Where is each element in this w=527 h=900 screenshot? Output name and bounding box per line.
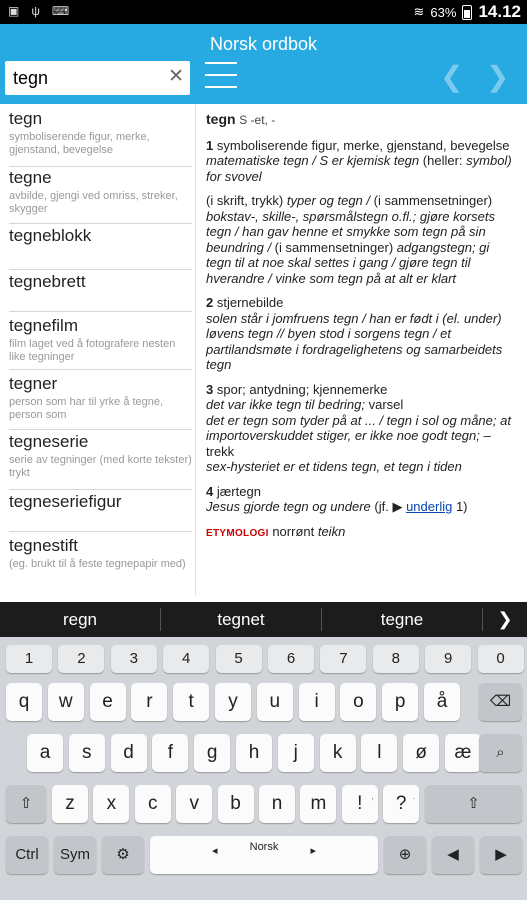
close-icon[interactable]: ✕ <box>168 66 184 87</box>
sense-1 <box>206 138 518 185</box>
key-label: f <box>167 742 174 763</box>
key-y[interactable] <box>215 683 251 721</box>
chevron-right-icon[interactable]: ❯ <box>486 61 510 92</box>
list-item-word: tegneblokk <box>9 226 92 245</box>
key-alt-label: , <box>371 791 374 801</box>
list-item-word: tegner <box>9 374 58 393</box>
sense-number: 3 <box>206 381 214 397</box>
sense-definition: jærtegn <box>216 483 261 499</box>
list-item[interactable] <box>9 432 192 490</box>
sense-note: (i sammensetninger) <box>274 239 397 255</box>
hamburger-icon[interactable] <box>205 62 237 92</box>
suggestion-item[interactable]: regn <box>62 610 98 629</box>
key-q[interactable] <box>6 683 42 721</box>
key-label: j <box>293 742 298 763</box>
key-å[interactable] <box>424 683 460 721</box>
headword: tegn <box>206 111 236 127</box>
backspace-icon[interactable]: ⌫ <box>479 683 522 721</box>
key-label: å <box>436 691 448 712</box>
key-label: c <box>148 793 158 814</box>
sense-note: (i skrift, trykk) <box>206 193 287 208</box>
sense-3 <box>206 382 518 475</box>
chevron-right-icon: ▸ <box>310 845 316 857</box>
search-icon[interactable]: ⌕ <box>479 734 522 772</box>
list-item[interactable] <box>9 492 192 532</box>
sense-example: adgangstegn; gi tegn til at noe skal settes i gang / gjøre tegn til hverandre / vinke som tegn på at alt er klart <box>206 239 490 286</box>
shift-icon[interactable]: ⇧ <box>6 785 46 823</box>
list-item[interactable] <box>9 272 192 312</box>
key-label: e <box>102 691 113 712</box>
suggestion-bar <box>0 602 527 637</box>
entry-head <box>206 112 518 129</box>
chevron-left-icon[interactable]: ❮ <box>440 61 464 92</box>
key-label: 1 <box>24 650 34 667</box>
key-l[interactable] <box>361 734 397 772</box>
key-p[interactable] <box>382 683 418 721</box>
key-z[interactable] <box>52 785 88 823</box>
sense-4 <box>206 484 518 515</box>
list-item[interactable] <box>9 316 192 370</box>
list-item-desc: avbilde, gjengi ved omriss, streker, skygger <box>9 190 178 215</box>
notification-icons <box>8 4 69 18</box>
key-d[interactable] <box>111 734 147 772</box>
key-k[interactable] <box>320 734 356 772</box>
key-h[interactable] <box>236 734 272 772</box>
key-label: æ <box>454 742 472 763</box>
battery-percent: 63% <box>430 4 457 20</box>
space-language: Norsk <box>249 841 279 853</box>
suggestion-item[interactable]: tegnet <box>217 610 265 629</box>
key-label: 2 <box>77 650 86 667</box>
list-item[interactable] <box>9 109 192 167</box>
key-i[interactable] <box>299 683 335 721</box>
grammar-info: S -et, - <box>239 113 276 127</box>
list-item-word: tegn <box>9 109 43 128</box>
list-item-desc: serie av tegninger (med korte tekster) trykt <box>9 454 192 479</box>
keyboard-icon: ⌨ <box>51 4 70 18</box>
sense-1-writing <box>206 193 518 286</box>
list-item-word: tegneseriefigur <box>9 492 122 511</box>
list-item[interactable] <box>9 536 192 592</box>
globe-icon[interactable]: ⊕ <box>384 836 426 874</box>
key-æ[interactable] <box>445 734 481 772</box>
key-label: z <box>65 793 75 814</box>
key-g[interactable] <box>194 734 230 772</box>
cursor-left-icon[interactable]: ◀ <box>432 836 474 874</box>
list-item-desc: symboliserende figur, merke, gjenstand, bevegelse <box>9 131 150 156</box>
key-label: 8 <box>391 650 400 667</box>
etymology <box>206 524 518 542</box>
suggestion-item[interactable]: tegne <box>380 610 424 629</box>
key-label: 7 <box>339 650 348 667</box>
key-label: d <box>123 742 134 763</box>
key-c[interactable] <box>135 785 171 823</box>
sense-example: sex-hysteriet er et tidens tegn, et tegn i tiden <box>206 459 462 474</box>
key-label: 4 <box>182 650 191 667</box>
sense-example: typer og tegn / <box>286 193 374 208</box>
list-item-desc: film laget ved å fotografere nesten like tegninger <box>9 338 176 363</box>
key-2[interactable] <box>58 645 104 673</box>
key-ø[interactable] <box>403 734 439 772</box>
sense-definition: stjernebilde <box>216 295 284 310</box>
battery-icon <box>462 5 472 20</box>
ctrl-key[interactable]: Ctrl <box>6 836 48 874</box>
etymology-text: norrønt <box>272 523 318 539</box>
key-0[interactable] <box>478 645 524 673</box>
key-label: 0 <box>496 650 505 667</box>
key-label: 6 <box>286 650 296 667</box>
sense-example: det er tegn som tyder på at ... / tegn i sol og måne; at importoverskuddet stiger, er ikke noe godt tegn; <box>206 412 511 443</box>
key-label: s <box>82 742 92 763</box>
key-label: o <box>353 691 364 712</box>
search-input[interactable] <box>5 61 155 95</box>
key-w[interactable] <box>48 683 84 721</box>
key-s[interactable] <box>69 734 105 772</box>
key-label: b <box>230 793 241 814</box>
key-label: q <box>18 691 30 712</box>
sense-note: varsel <box>368 397 404 412</box>
sense-number: 4 <box>206 483 214 499</box>
cross-reference-link[interactable]: underlig <box>406 499 453 514</box>
list-item-word: tegnebrett <box>9 272 86 291</box>
dictionary-entry <box>206 112 518 541</box>
key-6[interactable] <box>268 645 314 673</box>
key-e[interactable] <box>90 683 126 721</box>
key-f[interactable] <box>152 734 188 772</box>
clock: 14.12 <box>478 2 521 21</box>
key-?[interactable] <box>383 785 419 823</box>
key-label: m <box>310 793 327 814</box>
keyboard <box>0 637 527 900</box>
key-label: ? <box>395 793 407 814</box>
wifi-icon: ≋ <box>413 4 425 19</box>
sense-note: (heller: <box>422 153 467 168</box>
sym-key[interactable]: Sym <box>54 836 96 874</box>
list-item-desc: (eg. brukt til å feste tegnepapir med) <box>9 558 186 570</box>
list-item-word: tegneserie <box>9 432 89 451</box>
key-label: x <box>106 793 117 814</box>
etymology-word: teikn <box>317 523 346 539</box>
chevron-right-icon[interactable]: ❯ <box>497 609 513 629</box>
list-item-word: tegne <box>9 168 52 187</box>
list-item-desc: person som har til yrke å tegne, person som <box>9 396 164 421</box>
key-label: t <box>188 691 194 712</box>
key-4[interactable] <box>163 645 209 673</box>
key-label: w <box>58 691 73 712</box>
key-label: a <box>39 742 51 763</box>
key-u[interactable] <box>257 683 293 721</box>
chevron-left-icon: ◂ <box>212 845 218 857</box>
sense-example: bokstav-, skille-, spørsmålstegn o.fl.; gjøre korsets tegn / han gav henne et smykke som tegn på sin beundring / <box>206 208 495 255</box>
key-label: v <box>189 793 199 814</box>
key-label: ø <box>415 742 427 763</box>
image-icon: ▣ <box>8 4 20 18</box>
usb-icon: ψ <box>31 4 40 18</box>
key-label: 9 <box>444 650 453 667</box>
sense-note: (i sammensetninger) <box>373 193 493 208</box>
key-label: i <box>314 691 319 712</box>
key-b[interactable] <box>218 785 254 823</box>
list-item[interactable] <box>9 168 192 224</box>
key-m[interactable] <box>300 785 336 823</box>
key-n[interactable] <box>259 785 295 823</box>
key-label: l <box>377 742 382 763</box>
key-label: 3 <box>129 650 138 667</box>
cross-reference: (jf. ▶ <box>370 499 407 514</box>
sense-2 <box>206 295 518 373</box>
list-item[interactable] <box>9 226 192 270</box>
key-label: k <box>332 742 343 763</box>
word-list[interactable] <box>0 104 196 596</box>
key-alt-label: . <box>412 791 416 801</box>
key-label: ! <box>357 793 363 814</box>
key-1[interactable] <box>6 645 52 673</box>
list-item-word: tegnefilm <box>9 316 78 335</box>
cursor-right-icon[interactable]: ▶ <box>480 836 522 874</box>
key-t[interactable] <box>173 683 209 721</box>
list-item-word: tegnestift <box>9 536 78 555</box>
key-9[interactable] <box>425 645 471 673</box>
key-label: y <box>228 691 238 712</box>
settings-icon[interactable]: ⚙ <box>102 836 144 874</box>
key-r[interactable] <box>131 683 167 721</box>
list-item[interactable] <box>9 374 192 430</box>
shift-right-icon[interactable]: ⇧ <box>425 785 522 823</box>
key-![interactable] <box>342 785 378 823</box>
key-label: n <box>271 793 283 814</box>
key-j[interactable] <box>278 734 314 772</box>
key-8[interactable] <box>373 645 419 673</box>
sense-example: symbol) <box>466 153 512 168</box>
sense-number: 2 <box>206 295 214 310</box>
space-bar[interactable] <box>150 836 378 874</box>
sense-definition: spor; antydning; kjennemerke <box>216 381 388 397</box>
sense-example: det var ikke tegn til bedring; <box>206 397 369 412</box>
key-label: 5 <box>234 650 243 667</box>
sense-example: solen står i jomfruens tegn / han er født i (el. under) løvens tegn // byen stod i sorgens tegn / et partilandsmøte i fordragelighetens og samarbeidets tegn <box>206 310 503 372</box>
key-label: g <box>206 742 218 763</box>
key-label: h <box>248 742 260 763</box>
sense-definition: symboliserende figur, merke, gjenstand, bevegelse <box>216 137 510 153</box>
key-label: p <box>394 691 406 712</box>
key-label: u <box>269 691 281 712</box>
sense-note: – trekk <box>206 428 491 459</box>
key-o[interactable] <box>340 683 376 721</box>
app-title: Norsk ordbok <box>209 34 318 54</box>
key-label: r <box>146 691 153 712</box>
cross-reference: 1) <box>452 499 468 514</box>
key-5[interactable] <box>216 645 262 673</box>
sense-example: Jesus gjorde tegn og undere <box>206 499 371 514</box>
key-7[interactable] <box>320 645 366 673</box>
key-x[interactable] <box>93 785 129 823</box>
status-bar <box>0 0 527 24</box>
app-bar <box>0 24 527 104</box>
key-3[interactable] <box>111 645 157 673</box>
sense-example: for svovel <box>206 168 262 184</box>
key-a[interactable] <box>27 734 63 772</box>
key-v[interactable] <box>176 785 212 823</box>
search-box[interactable] <box>5 61 190 95</box>
etymology-label: ETYMOLOGI <box>206 527 269 539</box>
sense-number: 1 <box>206 137 214 153</box>
sense-example: matematiske tegn / S er kjemisk tegn <box>206 153 420 168</box>
